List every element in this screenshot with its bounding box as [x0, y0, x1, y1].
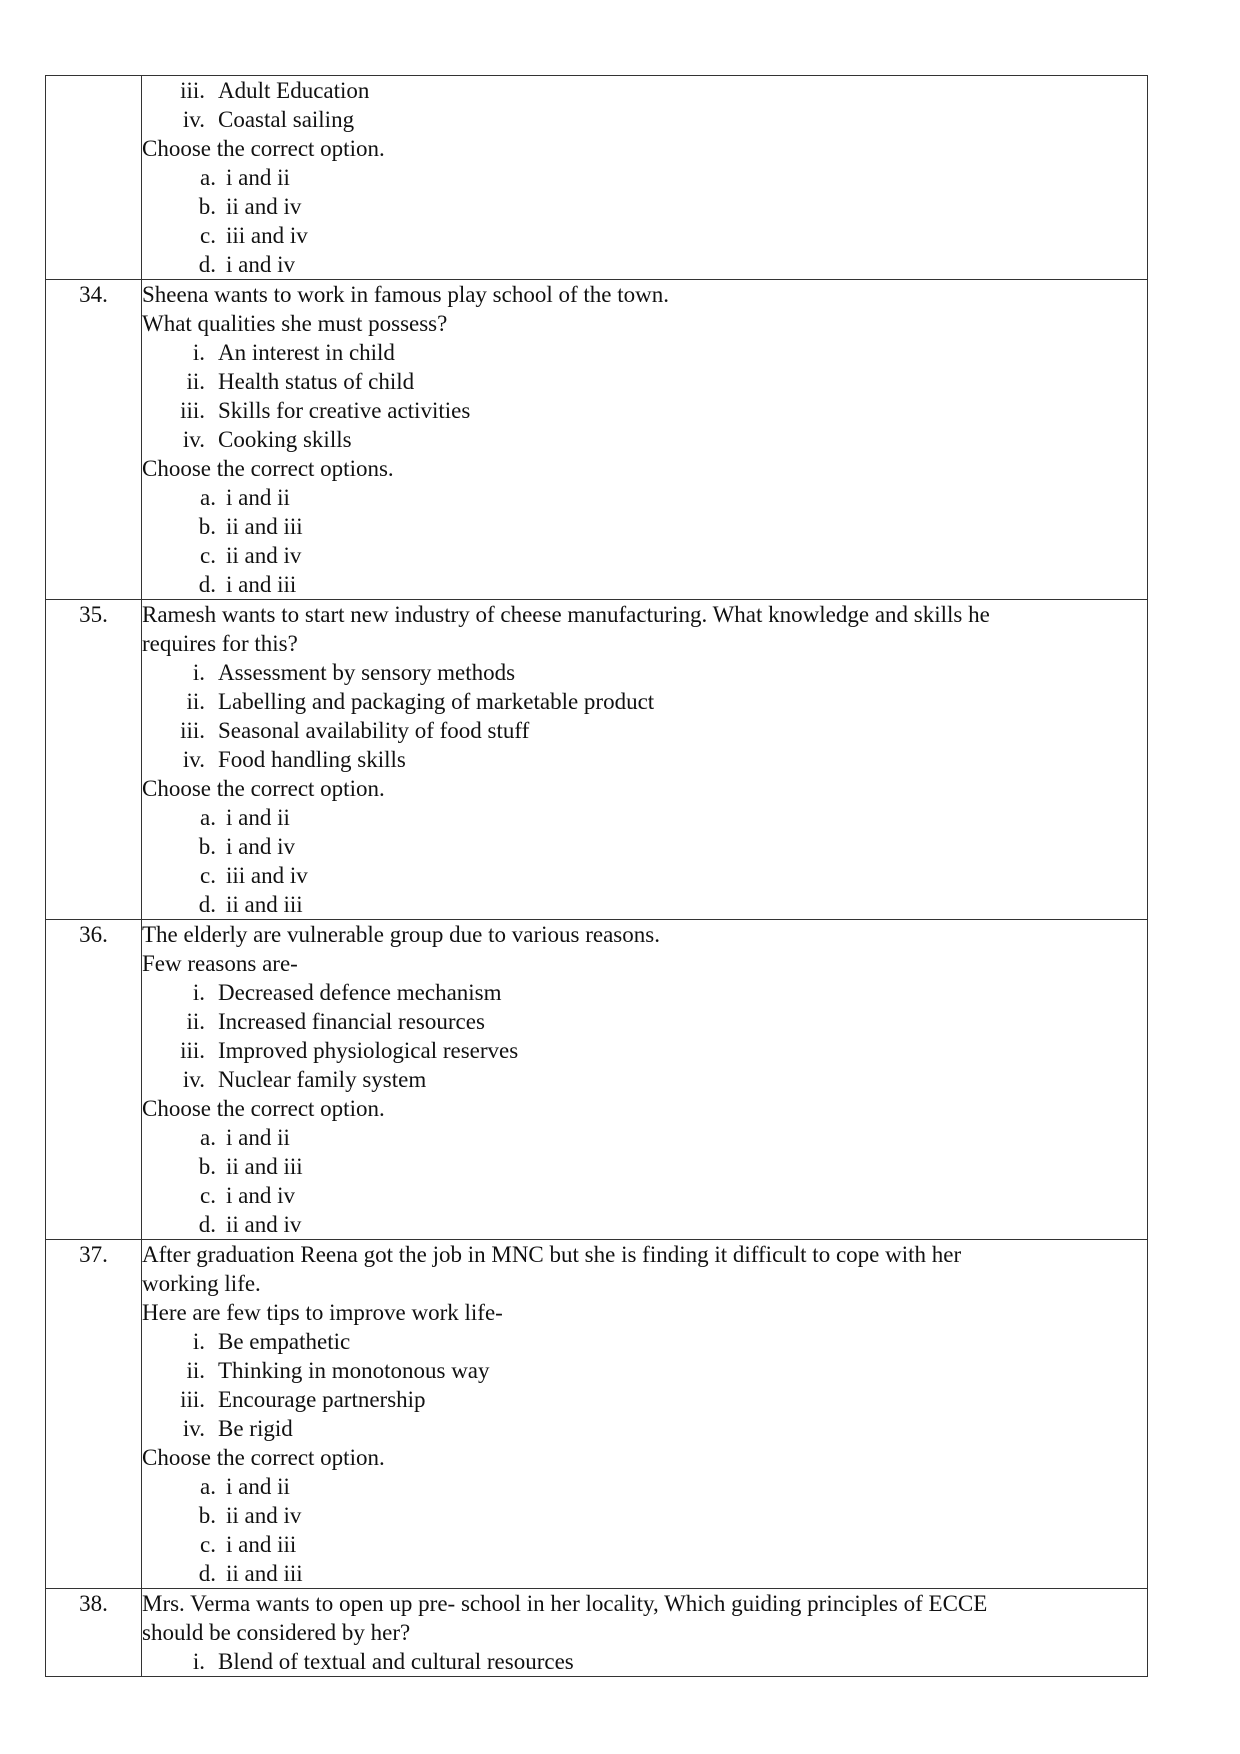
statement-item — [142, 978, 1147, 1007]
question-row — [46, 1589, 1148, 1677]
statement-item — [142, 1356, 1147, 1385]
question-number: 38. — [46, 1589, 142, 1677]
question-row — [46, 76, 1148, 280]
option-label: d. — [198, 1212, 216, 1237]
option-label: c. — [200, 1532, 216, 1557]
question-text: working life. — [142, 1271, 261, 1296]
question-body — [142, 1240, 1148, 1589]
instruction-text: Choose the correct option. — [142, 136, 385, 161]
answer-option — [142, 803, 1147, 832]
statement-text: Nuclear family system — [218, 1067, 427, 1092]
statement-label: iii. — [180, 1387, 205, 1412]
statement-label: ii. — [186, 369, 205, 394]
question-number: 35. — [46, 600, 142, 920]
question-text: Ramesh wants to start new industry of cheese manufacturing. What knowledge and skills he — [142, 602, 990, 627]
question-row — [46, 920, 1148, 1240]
option-label: c. — [200, 223, 216, 248]
answer-option — [142, 192, 1147, 221]
statement-item — [142, 76, 1147, 105]
statement-item — [142, 658, 1147, 687]
statement-item — [142, 1414, 1147, 1443]
statement-label: ii. — [186, 689, 205, 714]
statement-item — [142, 1065, 1147, 1094]
statement-item — [142, 716, 1147, 745]
statement-text: Be rigid — [218, 1416, 293, 1441]
statement-label: iii. — [180, 1038, 205, 1063]
statement-text: Skills for creative activities — [218, 398, 471, 423]
question-text: After graduation Reena got the job in MNC but she is finding it difficult to cope with her — [142, 1242, 962, 1267]
question-body — [142, 920, 1148, 1240]
question-number: 34. — [46, 280, 142, 600]
option-text: ii and iii — [226, 1561, 303, 1586]
option-text: ii and iv — [226, 194, 302, 219]
option-text: ii and iv — [226, 543, 302, 568]
question-text: Mrs. Verma wants to open up pre- school in her locality, Which guiding principles of ECCE — [142, 1591, 988, 1616]
answer-option — [142, 1152, 1147, 1181]
answer-option — [142, 570, 1147, 599]
statement-label: iv. — [182, 1067, 205, 1092]
option-label: a. — [200, 165, 216, 190]
statement-label: i. — [192, 980, 205, 1005]
question-table — [45, 75, 1148, 1677]
option-label: c. — [200, 543, 216, 568]
statement-text: Improved physiological reserves — [218, 1038, 519, 1063]
statement-text: An interest in child — [218, 340, 395, 365]
answer-option — [142, 1472, 1147, 1501]
statement-label: iii. — [180, 718, 205, 743]
option-label: d. — [198, 252, 216, 277]
statement-label: iv. — [182, 427, 205, 452]
question-number: 36. — [46, 920, 142, 1240]
option-label: a. — [200, 485, 216, 510]
question-text: Sheena wants to work in famous play school of the town. — [142, 282, 669, 307]
statement-item — [142, 396, 1147, 425]
statement-item — [142, 1036, 1147, 1065]
option-label: c. — [200, 863, 216, 888]
option-text: ii and iii — [226, 514, 303, 539]
answer-option — [142, 1181, 1147, 1210]
statement-label: ii. — [186, 1009, 205, 1034]
statement-item — [142, 745, 1147, 774]
answer-option — [142, 1123, 1147, 1152]
statement-text: Labelling and packaging of marketable product — [218, 689, 655, 714]
question-text: requires for this? — [142, 631, 298, 656]
option-text: i and ii — [226, 1125, 290, 1150]
statement-text: Encourage partnership — [218, 1387, 426, 1412]
answer-option — [142, 250, 1147, 279]
instruction-text: Choose the correct option. — [142, 1445, 385, 1470]
statement-item — [142, 1385, 1147, 1414]
statement-text: Be empathetic — [218, 1329, 351, 1354]
option-text: ii and iv — [226, 1503, 302, 1528]
statement-label: iii. — [180, 78, 205, 103]
question-row — [46, 1240, 1148, 1589]
answer-option — [142, 163, 1147, 192]
answer-option — [142, 221, 1147, 250]
statement-item — [142, 367, 1147, 396]
statement-text: Adult Education — [218, 78, 370, 103]
statement-text: Coastal sailing — [218, 107, 355, 132]
option-label: a. — [200, 1474, 216, 1499]
instruction-text: Choose the correct option. — [142, 1096, 385, 1121]
statement-text: Increased financial resources — [218, 1009, 485, 1034]
answer-option — [142, 1210, 1147, 1239]
question-number — [46, 76, 142, 280]
statement-item — [142, 687, 1147, 716]
answer-option — [142, 541, 1147, 570]
answer-option — [142, 1501, 1147, 1530]
answer-option — [142, 890, 1147, 919]
option-label: d. — [198, 1561, 216, 1586]
option-label: b. — [198, 1503, 216, 1528]
question-text: The elderly are vulnerable group due to various reasons. — [142, 922, 660, 947]
statement-text: Seasonal availability of food stuff — [218, 718, 530, 743]
option-label: a. — [200, 805, 216, 830]
statement-item — [142, 1007, 1147, 1036]
option-label: c. — [200, 1183, 216, 1208]
answer-option — [142, 1530, 1147, 1559]
option-label: d. — [198, 572, 216, 597]
option-text: i and iv — [226, 1183, 295, 1208]
instruction-text: Choose the correct options. — [142, 456, 394, 481]
statement-text: Assessment by sensory methods — [218, 660, 516, 685]
statement-label: iii. — [180, 398, 205, 423]
statement-text: Blend of textual and cultural resources — [218, 1649, 574, 1674]
statement-item — [142, 338, 1147, 367]
statement-text: Decreased defence mechanism — [218, 980, 502, 1005]
statement-label: iv. — [182, 1416, 205, 1441]
question-row — [46, 600, 1148, 920]
question-text: Few reasons are- — [142, 951, 298, 976]
statement-label: i. — [192, 1329, 205, 1354]
option-text: i and iv — [226, 834, 295, 859]
statement-text: Food handling skills — [218, 747, 406, 772]
statement-text: Health status of child — [218, 369, 415, 394]
option-text: ii and iv — [226, 1212, 302, 1237]
option-text: iii and iv — [226, 223, 308, 248]
option-text: i and ii — [226, 165, 290, 190]
option-text: i and iv — [226, 252, 295, 277]
option-text: ii and iii — [226, 892, 303, 917]
answer-option — [142, 832, 1147, 861]
answer-option — [142, 483, 1147, 512]
question-text: What qualities she must possess? — [142, 311, 448, 336]
statement-label: ii. — [186, 1358, 205, 1383]
statement-label: iv. — [182, 747, 205, 772]
statement-label: i. — [192, 660, 205, 685]
option-text: i and iii — [226, 572, 297, 597]
option-text: i and iii — [226, 1532, 297, 1557]
statement-item — [142, 105, 1147, 134]
statement-item — [142, 425, 1147, 454]
question-number: 37. — [46, 1240, 142, 1589]
answer-option — [142, 861, 1147, 890]
question-body — [142, 1589, 1148, 1677]
statement-label: i. — [192, 340, 205, 365]
option-text: i and ii — [226, 485, 290, 510]
instruction-text: Choose the correct option. — [142, 776, 385, 801]
question-text: should be considered by her? — [142, 1620, 411, 1645]
statement-text: Cooking skills — [218, 427, 352, 452]
statement-label: i. — [192, 1649, 205, 1674]
option-label: d. — [198, 892, 216, 917]
option-label: b. — [198, 834, 216, 859]
answer-option — [142, 512, 1147, 541]
question-text: Here are few tips to improve work life- — [142, 1300, 503, 1325]
option-text: i and ii — [226, 805, 290, 830]
statement-item — [142, 1327, 1147, 1356]
statement-item — [142, 1647, 1147, 1676]
option-label: a. — [200, 1125, 216, 1150]
option-text: ii and iii — [226, 1154, 303, 1179]
option-text: i and ii — [226, 1474, 290, 1499]
question-body — [142, 600, 1148, 920]
option-text: iii and iv — [226, 863, 308, 888]
option-label: b. — [198, 194, 216, 219]
question-body — [142, 280, 1148, 600]
question-row — [46, 280, 1148, 600]
option-label: b. — [198, 514, 216, 539]
question-body — [142, 76, 1148, 280]
statement-text: Thinking in monotonous way — [218, 1358, 490, 1383]
answer-option — [142, 1559, 1147, 1588]
statement-label: iv. — [182, 107, 205, 132]
option-label: b. — [198, 1154, 216, 1179]
